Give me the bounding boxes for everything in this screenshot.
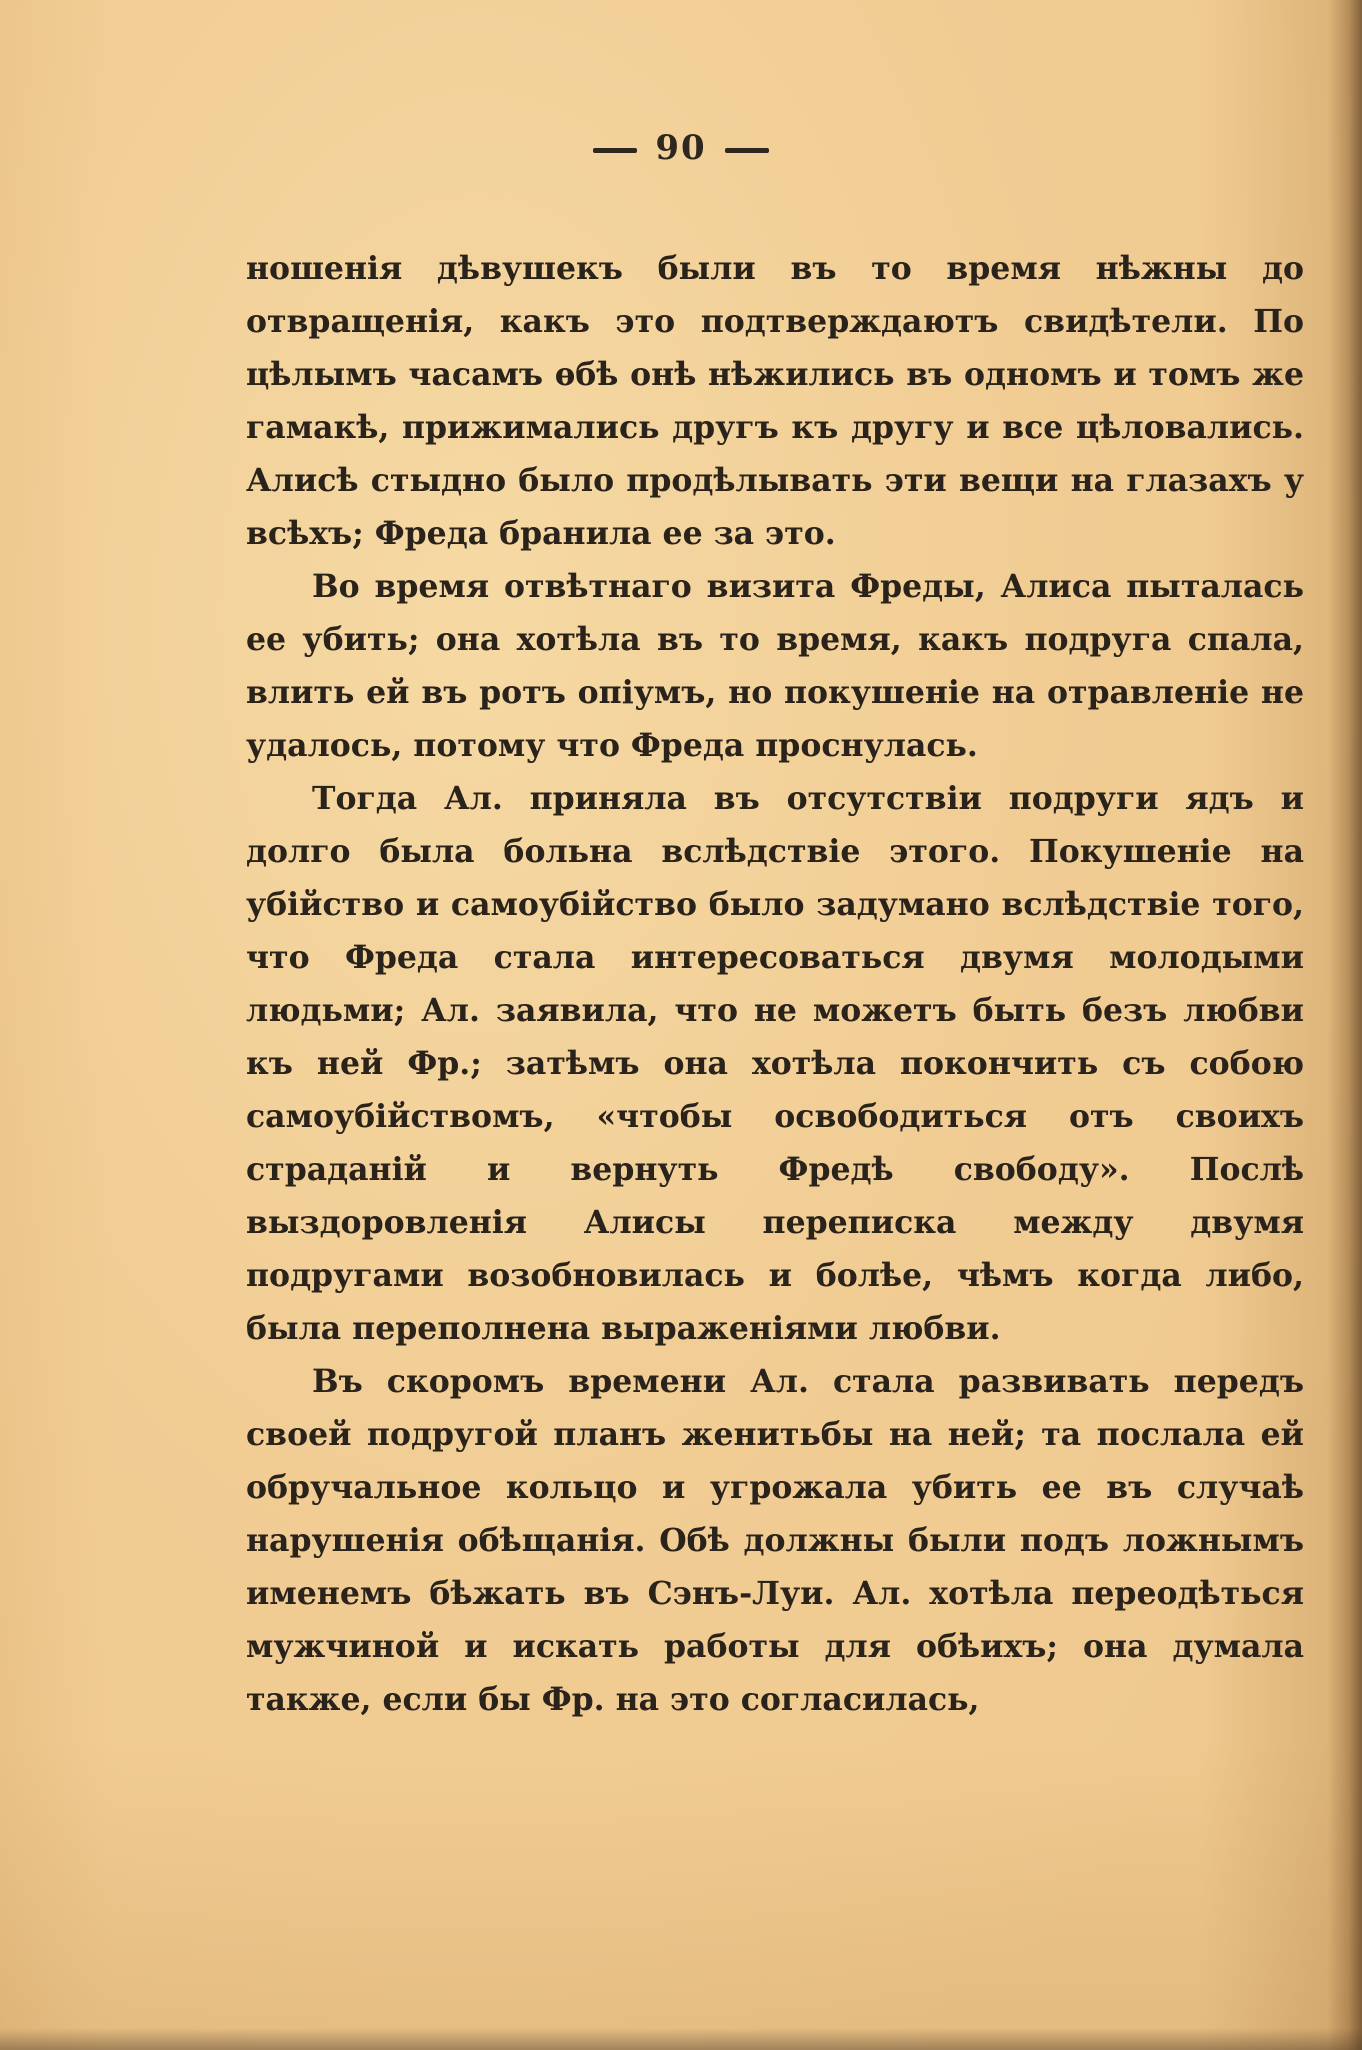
paragraph: Тогда Ал. приняла въ отсутствіи подруги ядъ и долго была больна вслѣдствіе этого. Покушеніе на убійство и самоубійство было задумано вслѣдствіе того, что Фреда стала интересоваться двумя молодыми людьми; Ал. заявила, что не можетъ быть безъ любви къ ней Фр.; затѣмъ она хотѣла покончить съ собою самоубійствомъ, «чтобы освободиться отъ своихъ страданій и вернуть Фредѣ свободу». Послѣ выздоровленія Алисы переписка между двумя подругами возобновилась и болѣе, чѣмъ когда либо, была переполнена выраженіями любви. <box>246 780 1304 1347</box>
page-header <box>0 128 1362 168</box>
page-bottom-shadow <box>0 2028 1362 2050</box>
page-number: 90 <box>655 128 707 168</box>
page-text <box>246 242 1304 1726</box>
paragraph-continued: ношенія дѣвушекъ были въ то время нѣжны до отвращенія, какъ это подтверждаютъ свидѣтели. По цѣлымъ часамъ ѳбѣ онѣ нѣжились въ одномъ и томъ же гамакѣ, прижимались другъ къ другу и все цѣловались. Алисѣ стыдно было продѣлывать эти вещи на глазахъ у всѣхъ; Фреда бранила ее за это. <box>246 250 1304 552</box>
page-edge-shadow <box>1328 0 1362 2050</box>
header-dash-right <box>725 148 769 153</box>
paragraph: Во время отвѣтнаго визита Фреды, Алиса пыталась ее убить; она хотѣла въ то время, какъ подруга спала, влить ей въ ротъ опiумъ, но покушеніе на отравленіе не удалось, потому что Фреда проснулась. <box>246 568 1304 764</box>
header-dash-left <box>593 148 637 153</box>
paragraph: Въ скоромъ времени Ал. стала развивать передъ своей подругой планъ женитьбы на ней; та послала ей обручальное кольцо и угрожала убить ее въ случаѣ нарушенія обѣщанія. Обѣ должны были подъ ложнымъ именемъ бѣжать въ Сэнъ-Луи. Ал. хотѣла переодѣться мужчиной и искать работы для обѣихъ; она думала также, если бы Фр. на это согласилась, <box>246 1363 1304 1718</box>
